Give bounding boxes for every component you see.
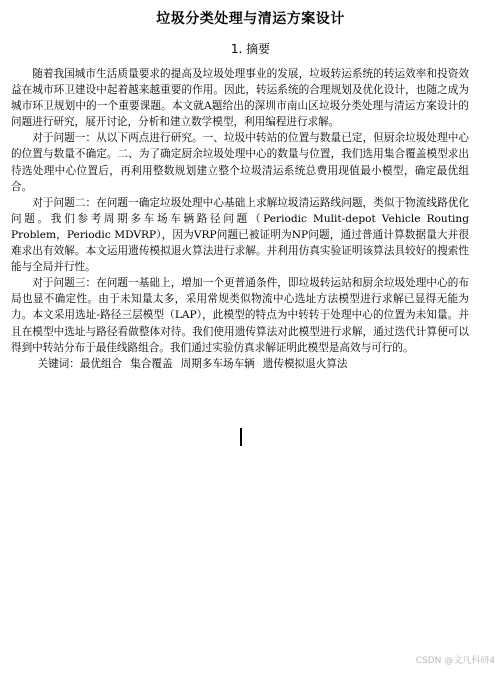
- abstract-paragraph: 随着我国城市生活质量要求的提高及垃圾处理事业的发展，垃圾转运系统的转运效率和投资效益在城市环卫建设中起着越来越重要的作用。因此，转运系统的合理规划及优化设计，也随之成为城市环卫规划中的一个重要课题。本文就A题给出的深圳市南山区垃圾分类处理与清运方案设计的问题进行研究，展开讨论，分析和建立数学模型，利用编程进行求解。: [11, 68, 469, 129]
- abstract-paragraph: 对于问题三：在问题一基础上，增加一个更普通条件，即垃圾转运站和厨余垃圾处理中心的布局也显不确定性。由于未知量太多，采用常规类似物流中心选址方法模型进行求解已显得无能为力。本文采用选址-路径三层模型（LAP），此模型的特点为中转转于处理中心的位置为未知量。并且在模型中选址与路径看做整体对待。我们使用遗传算法对此模型进行求解，通过迭代计算便可以得到中转站分布于最佳线路组合。我们通过实验仿真求解证明此模型是高效与可行的。: [11, 277, 469, 354]
- abstract-paragraph: 对于问题二：在问题一确定垃圾处理中心基础上求解垃圾清运路线问题，类似于物流线路优化问题。我们参考周期多车场车辆路径问题（Periodic Mulit-depot Vehicle Routing Problem，Periodic MDVRP），因为VRP问题已被证明为NP问题，通过普通计算数据量大并很难求出有效解。本文运用遗传模拟退火算法进行求解。并利用仿真实验证明该算法具较好的搜索性能与全局并行性。: [11, 196, 469, 274]
- keywords-line: [11, 356, 469, 372]
- keyword: 遗传模拟退火算法: [262, 357, 348, 370]
- document-title: 垃圾分类处理与清运方案设计: [156, 11, 345, 27]
- abstract-paragraph: 对于问题一：从以下两点进行研究。一、垃圾中转站的位置与数量已定，但厨余垃圾处理中心的位置与数量不确定。二、为了确定厨余垃圾处理中心的数量与位置，我们选用集合覆盖模型求出待选处理中心位置后，再利用整数规划建立整个垃圾清运系统总费用现值最小模型，确定最优组合。: [11, 132, 469, 193]
- keywords-label: 关键词：: [37, 357, 80, 370]
- keyword: 周期多车场车辆: [180, 357, 255, 370]
- section-heading: 1. 摘要: [230, 42, 271, 56]
- text-cursor[interactable]: [240, 428, 242, 446]
- abstract-body: [11, 66, 469, 372]
- keyword: 最优组合: [79, 357, 123, 370]
- watermark: CSDN @文凡科研4: [415, 656, 495, 666]
- keyword: 集合覆盖: [130, 357, 173, 370]
